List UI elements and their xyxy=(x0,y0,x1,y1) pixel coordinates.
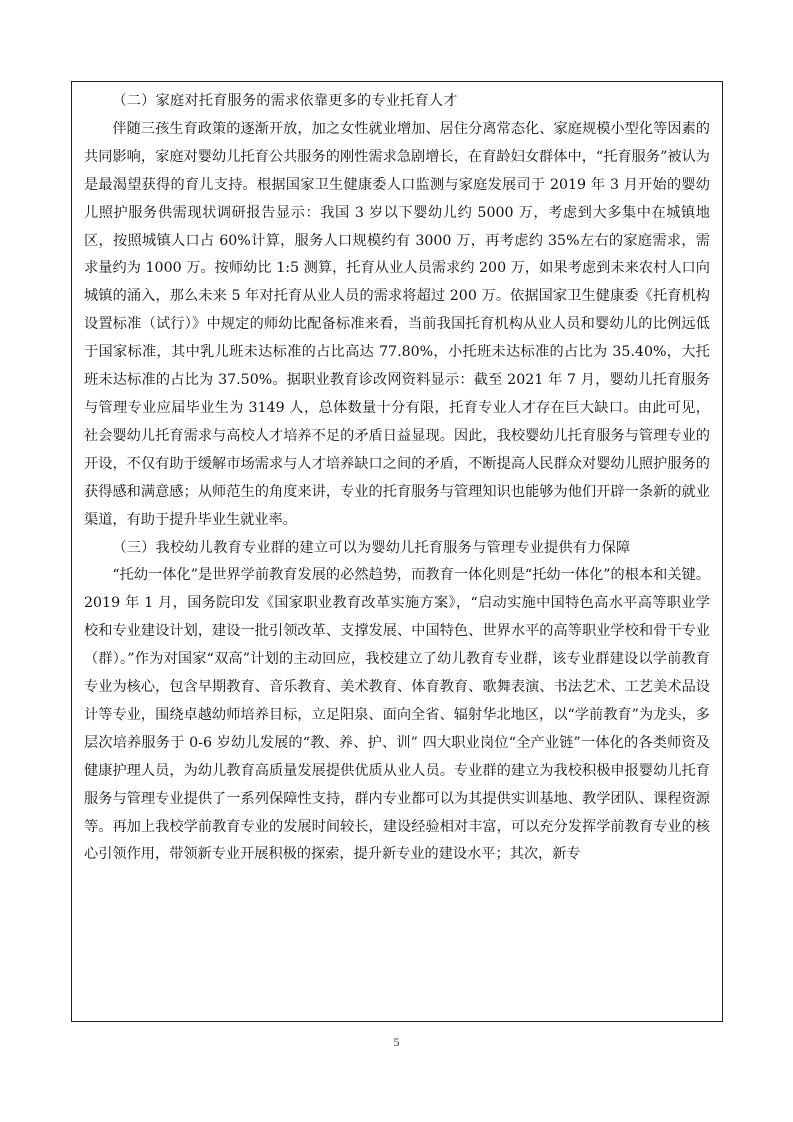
page-number: 5 xyxy=(393,1035,400,1049)
content-frame xyxy=(71,81,723,1022)
section-heading-2: （二）家庭对托育服务的需求依靠更多的专业托育人才 xyxy=(112,93,458,109)
section-paragraph-2: 伴随三孩生育政策的逐渐开放，加之女性就业增加、居住分离常态化、家庭规模小型化等因素的共同影响，家庭对婴幼儿托育公共服务的刚性需求急剧增长，在育龄妇女群体中，“托育服务”被认为是最渴望获得的育儿支持。根据国家卫生健康委人口监测与家庭发展司于 2019 年 3 月开始的婴幼儿照护服务供需现状调研报告显示：我国 3 岁以下婴幼儿约 5000 万，考虑到大多集中在城镇地区，按照城镇人口占 60%计算，服务人口规模约有 3000 万，再考虑约 35%左右的家庭需求，需求量约为 1000 万。按师幼比 1:5 测算，托育从业人员需求约 200 万，如果考虑到未来农村人口向城镇的涌入，那么未来 5 年对托育从业人员的需求将超过 200 万。依据国家卫生健康委《托育机构设置标准（试行）》中规定的师幼比配备标准来看，当前我国托育机构从业人员和婴幼儿的比例远低于国家标准，其中乳儿班未达标准的占比高达 77.80%，小托班未达标准的占比为 35.40%，大托班未达标准的占比为 37.50%。据职业教育诊改网资料显示：截至 2021 年 7 月，婴幼儿托育服务与管理专业应届毕业生为 3149 人，总体数量十分有限，托育专业人才存在巨大缺口。由此可见，社会婴幼儿托育需求与高校人才培养不足的矛盾日益显现。因此，我校婴幼儿托育服务与管理专业的开设，不仅有助于缓解市场需求与人才培养缺口之间的矛盾，不断提高人民群众对婴幼儿照护服务的获得感和满意感；从师范生的角度来讲，专业的托育服务与管理知识也能够为他们开辟一条新的就业渠道，有助于提升毕业生就业率。 xyxy=(84,120,710,528)
section-paragraph-3: “托幼一体化”是世界学前教育发展的必然趋势，而教育一体化则是“托幼一体化”的根本和关键。2019 年 1 月，国务院印发《国家职业教育改革实施方案》，“启动实施中国特色高水平高等职业学校和专业建设计划，建设一批引领改革、支撑发展、中国特色、世界水平的高等职业学校和骨干专业（群）。”作为对国家“双高”计划的主动回应，我校建立了幼儿教育专业群，该专业群建设以学前教育专业为核心，包含早期教育、音乐教育、美术教育、体育教育、歌舞表演、书法艺术、工艺美术品设计等专业，围绕卓越幼师培养目标，立足阳泉、面向全省、辐射华北地区，以“学前教育”为龙头，多层次培养服务于 0-6 岁幼儿发展的“教、养、护、训” 四大职业岗位“全产业链”一体化的各类师资及健康护理人员，为幼儿教育高质量发展提供优质从业人员。专业群的建立为我校积极申报婴幼儿托育服务与管理专业提供了一系列保障性支持，群内专业都可以为其提供实训基地、教学团队、课程资源等。再加上我校学前教育专业的发展时间较长，建设经验相对丰富，可以充分发挥学前教育专业的核心引领作用，带领新专业开展积极的探索，提升新专业的建设水平；其次，新专 xyxy=(84,567,710,863)
section-heading-3: （三）我校幼儿教育专业群的建立可以为婴幼儿托育服务与管理专业提供有力保障 xyxy=(112,539,631,556)
